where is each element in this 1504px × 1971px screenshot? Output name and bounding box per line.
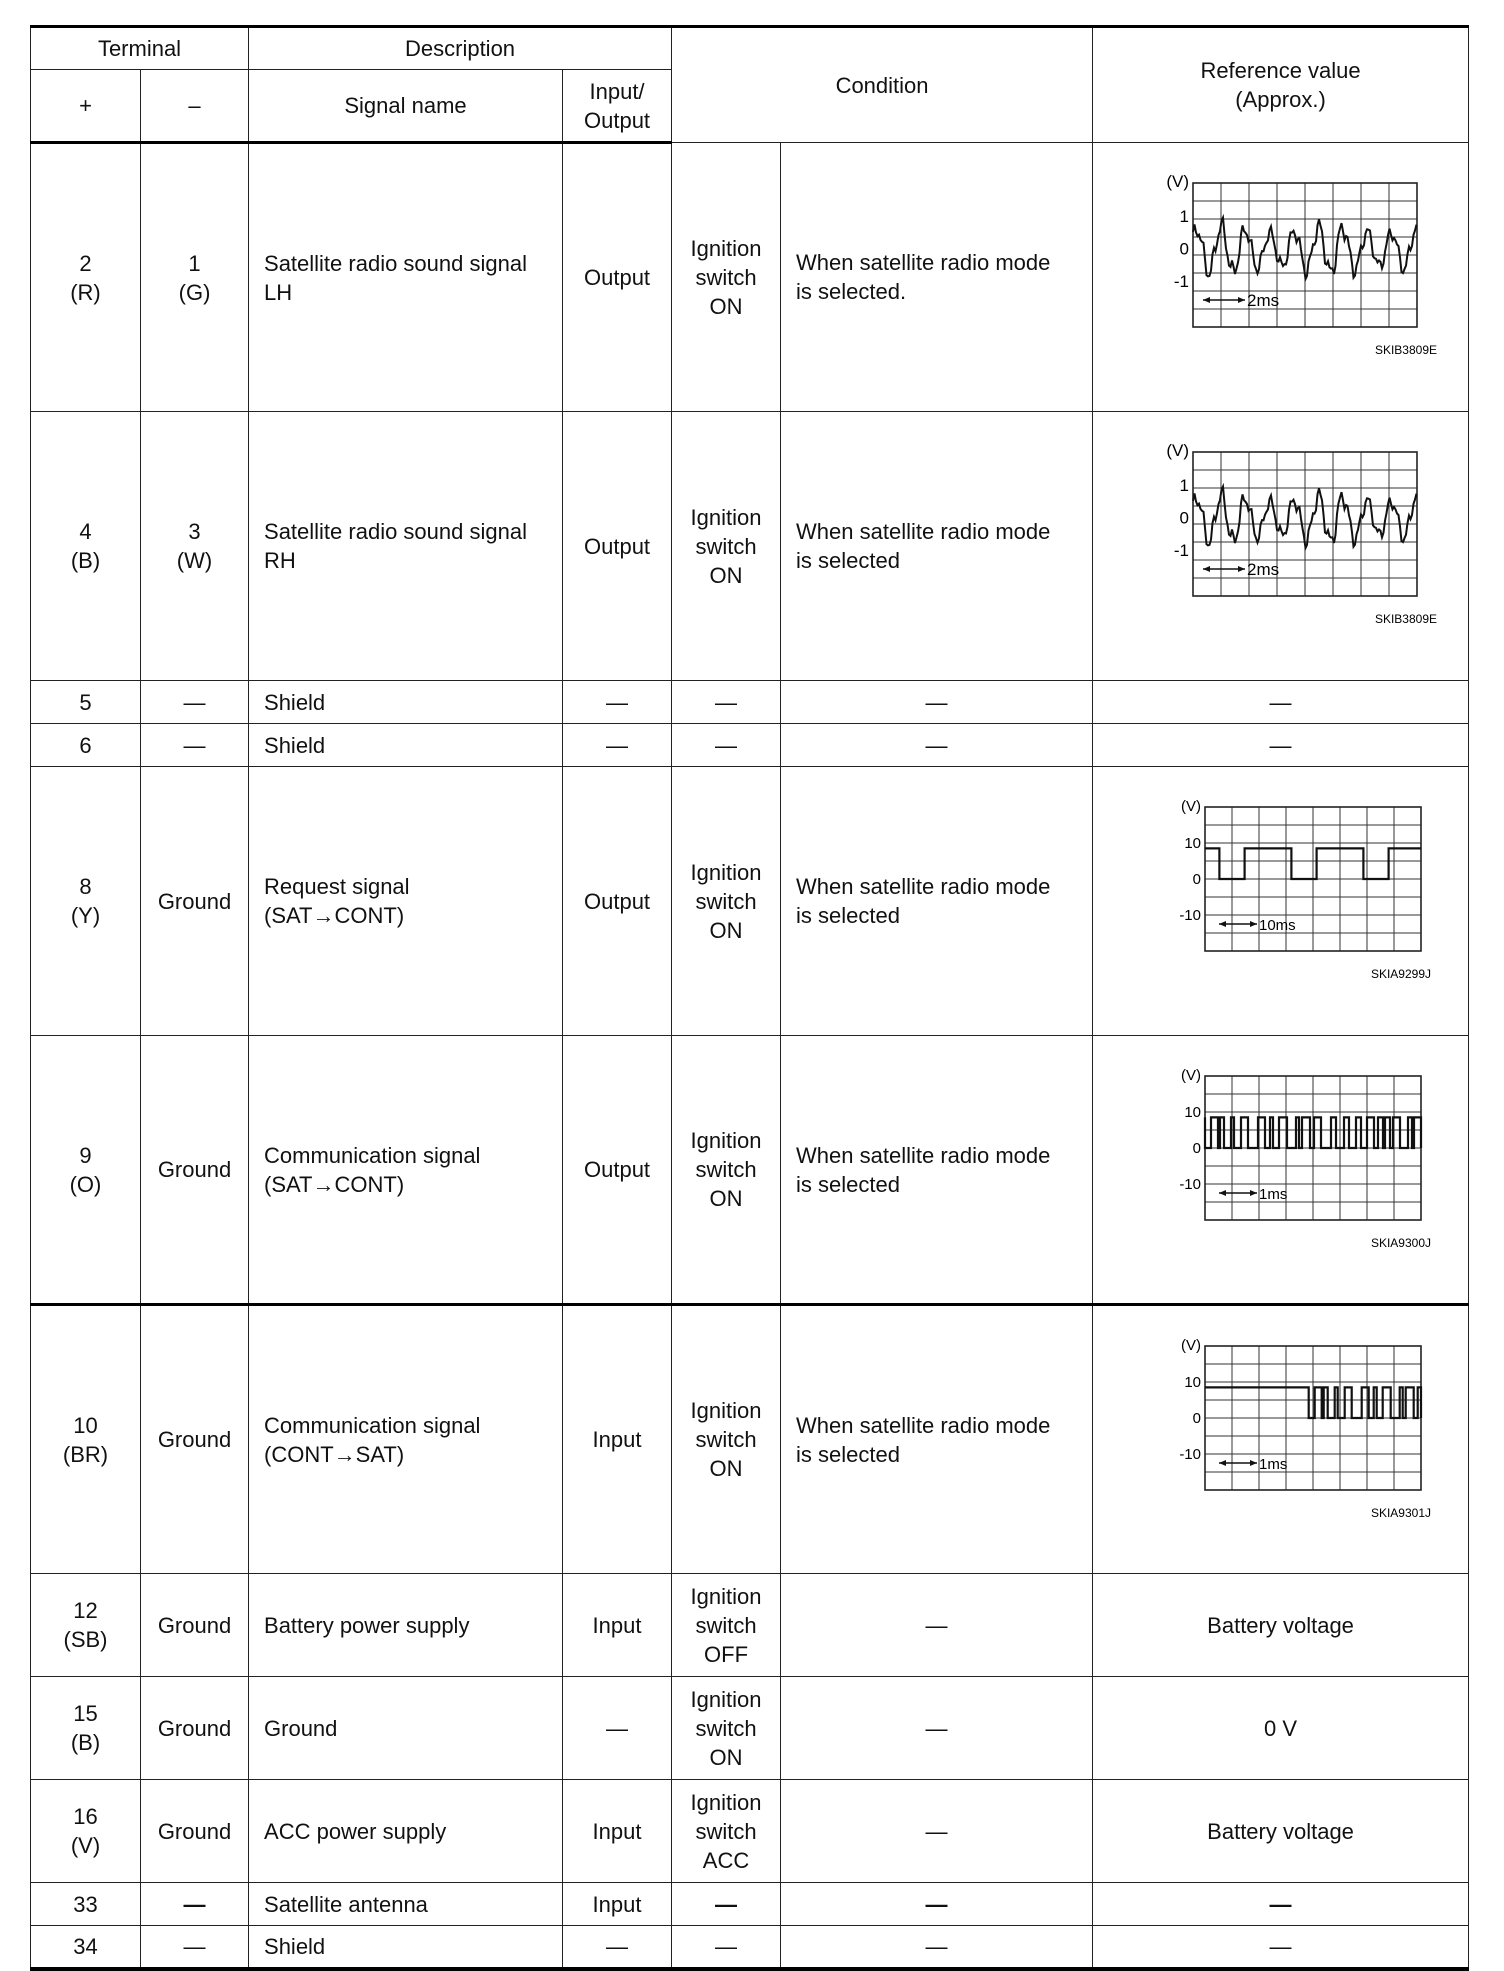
signal-name: Request signal (SAT→CONT) bbox=[249, 767, 563, 1036]
terminal-minus: Ground bbox=[141, 1036, 249, 1305]
y-tick-label: 0 bbox=[1192, 1139, 1201, 1157]
terminal-plus: 16 (V) bbox=[31, 1780, 141, 1883]
header-minus: – bbox=[141, 70, 249, 143]
terminal-plus: 10 (BR) bbox=[31, 1305, 141, 1574]
condition-switch: Ignition switch ON bbox=[672, 412, 781, 681]
header-input-output: Input/ Output bbox=[563, 70, 672, 143]
arrow-left-icon bbox=[1203, 297, 1210, 303]
y-tick-label: 1 bbox=[1179, 476, 1189, 496]
y-tick-label: -10 bbox=[1178, 1445, 1201, 1463]
condition-detail: When satellite radio mode is selected. bbox=[781, 143, 1093, 412]
time-scale-label: 1ms bbox=[1258, 1455, 1287, 1473]
terminal-minus: — bbox=[141, 724, 249, 767]
waveform-chart bbox=[1121, 428, 1441, 664]
condition-switch: Ignition switch ACC bbox=[672, 1780, 781, 1883]
terminal-plus: 9 (O) bbox=[31, 1036, 141, 1305]
signal-name: Ground bbox=[249, 1677, 563, 1780]
figure-code: SKIA9301J bbox=[1370, 1505, 1431, 1520]
condition-detail: When satellite radio mode is selected bbox=[781, 412, 1093, 681]
input-output: — bbox=[563, 1926, 672, 1969]
table-row bbox=[31, 412, 1469, 681]
reference-value bbox=[1093, 1305, 1469, 1574]
reference-value: — bbox=[1093, 1883, 1469, 1926]
condition-detail: — bbox=[781, 724, 1093, 767]
table-row bbox=[31, 1883, 1469, 1926]
y-tick-label: 10 bbox=[1183, 1373, 1201, 1391]
signal-name: Satellite antenna bbox=[249, 1883, 563, 1926]
reference-value bbox=[1093, 1036, 1469, 1305]
condition-switch: Ignition switch OFF bbox=[672, 1574, 781, 1677]
input-output: — bbox=[563, 681, 672, 724]
terminal-minus: — bbox=[141, 1926, 249, 1969]
y-tick-label: -1 bbox=[1173, 541, 1189, 560]
reference-value bbox=[1093, 767, 1469, 1036]
arrow-right-icon bbox=[1250, 921, 1257, 927]
terminal-plus: 6 bbox=[31, 724, 141, 767]
header-description: Description bbox=[249, 27, 672, 70]
reference-value: Battery voltage bbox=[1093, 1574, 1469, 1677]
y-tick-label: 0 bbox=[1179, 239, 1189, 259]
arrow-left-icon bbox=[1219, 921, 1226, 927]
y-tick-label: 0 bbox=[1192, 871, 1201, 888]
arrow-right-icon bbox=[1238, 297, 1245, 303]
condition-switch: Ignition switch ON bbox=[672, 143, 781, 412]
y-unit-label: (V) bbox=[1180, 798, 1201, 815]
condition-detail: When satellite radio mode is selected bbox=[781, 1036, 1093, 1305]
figure-code: SKIB3809E bbox=[1374, 612, 1437, 626]
y-tick-label: -10 bbox=[1178, 1175, 1201, 1193]
input-output: Input bbox=[563, 1883, 672, 1926]
waveform-chart bbox=[1121, 1052, 1441, 1288]
signal-name: ACC power supply bbox=[249, 1780, 563, 1883]
terminal-minus: — bbox=[141, 681, 249, 724]
signal-name: Communication signal (SAT→CONT) bbox=[249, 1036, 563, 1305]
time-scale-label: 10ms bbox=[1258, 917, 1296, 934]
table-row bbox=[31, 143, 1469, 412]
table-row bbox=[31, 1036, 1469, 1305]
input-output: — bbox=[563, 1677, 672, 1780]
terminal-plus: 33 bbox=[31, 1883, 141, 1926]
condition-switch: Ignition switch ON bbox=[672, 1036, 781, 1305]
signal-name: Shield bbox=[249, 1926, 563, 1969]
condition-switch: Ignition switch ON bbox=[672, 767, 781, 1036]
condition-switch: Ignition switch ON bbox=[672, 1677, 781, 1780]
input-output: Input bbox=[563, 1305, 672, 1574]
header-reference-value: Reference value (Approx.) bbox=[1093, 27, 1469, 143]
table-row bbox=[31, 1780, 1469, 1883]
arrow-left-icon bbox=[1203, 566, 1210, 572]
reference-value: Battery voltage bbox=[1093, 1780, 1469, 1883]
condition-switch: — bbox=[672, 1926, 781, 1969]
condition-switch: — bbox=[672, 681, 781, 724]
input-output: Output bbox=[563, 143, 672, 412]
table-row bbox=[31, 1677, 1469, 1780]
input-output: Output bbox=[563, 1036, 672, 1305]
condition-switch: — bbox=[672, 1883, 781, 1926]
reference-value: 0 V bbox=[1093, 1677, 1469, 1780]
condition-detail: — bbox=[781, 1926, 1093, 1969]
terminal-spec-table bbox=[30, 25, 1469, 1971]
figure-code: SKIB3809E bbox=[1374, 343, 1437, 357]
input-output: — bbox=[563, 724, 672, 767]
condition-detail: When satellite radio mode is selected bbox=[781, 1305, 1093, 1574]
reference-value bbox=[1093, 143, 1469, 412]
y-tick-label: 1 bbox=[1179, 207, 1189, 227]
terminal-minus: Ground bbox=[141, 1677, 249, 1780]
waveform-chart bbox=[1121, 159, 1441, 395]
terminal-minus: Ground bbox=[141, 1574, 249, 1677]
condition-detail: — bbox=[781, 1780, 1093, 1883]
condition-switch: — bbox=[672, 724, 781, 767]
terminal-plus: 12 (SB) bbox=[31, 1574, 141, 1677]
header-plus: + bbox=[31, 70, 141, 143]
signal-name: Satellite radio sound signal LH bbox=[249, 143, 563, 412]
y-tick-label: -10 bbox=[1178, 907, 1201, 924]
arrow-right-icon bbox=[1250, 1190, 1257, 1196]
arrow-right-icon bbox=[1250, 1460, 1257, 1466]
header-terminal: Terminal bbox=[31, 27, 249, 70]
reference-value: — bbox=[1093, 724, 1469, 767]
reference-value bbox=[1093, 412, 1469, 681]
terminal-plus: 34 bbox=[31, 1926, 141, 1969]
input-output: Input bbox=[563, 1780, 672, 1883]
figure-code: SKIA9299J bbox=[1370, 967, 1431, 981]
condition-detail: — bbox=[781, 1677, 1093, 1780]
table-row bbox=[31, 1574, 1469, 1677]
table-row bbox=[31, 724, 1469, 767]
y-unit-label: (V) bbox=[1180, 1066, 1201, 1084]
terminal-minus: 1 (G) bbox=[141, 143, 249, 412]
terminal-minus: Ground bbox=[141, 1780, 249, 1883]
terminal-plus: 5 bbox=[31, 681, 141, 724]
figure-code: SKIA9300J bbox=[1370, 1235, 1431, 1250]
reference-value: — bbox=[1093, 681, 1469, 724]
table-row bbox=[31, 1305, 1469, 1574]
terminal-minus: Ground bbox=[141, 767, 249, 1036]
terminal-plus: 8 (Y) bbox=[31, 767, 141, 1036]
table-row bbox=[31, 1926, 1469, 1969]
arrow-left-icon bbox=[1219, 1460, 1226, 1466]
y-unit-label: (V) bbox=[1180, 1336, 1201, 1354]
table-row bbox=[31, 767, 1469, 1036]
condition-detail: — bbox=[781, 1883, 1093, 1926]
terminal-minus: 3 (W) bbox=[141, 412, 249, 681]
time-scale-label: 2ms bbox=[1246, 291, 1279, 310]
terminal-minus: Ground bbox=[141, 1305, 249, 1574]
y-unit-label: (V) bbox=[1165, 172, 1189, 191]
y-tick-label: -1 bbox=[1173, 272, 1189, 291]
arrow-right-icon bbox=[1238, 566, 1245, 572]
signal-name: Battery power supply bbox=[249, 1574, 563, 1677]
condition-switch: Ignition switch ON bbox=[672, 1305, 781, 1574]
waveform-chart bbox=[1121, 783, 1441, 1019]
y-tick-label: 10 bbox=[1183, 1103, 1201, 1121]
terminal-plus: 2 (R) bbox=[31, 143, 141, 412]
signal-name: Shield bbox=[249, 681, 563, 724]
waveform-chart bbox=[1121, 1322, 1441, 1558]
input-output: Output bbox=[563, 767, 672, 1036]
time-scale-label: 1ms bbox=[1258, 1185, 1287, 1203]
signal-name: Communication signal (CONT→SAT) bbox=[249, 1305, 563, 1574]
header-condition: Condition bbox=[672, 27, 1093, 143]
arrow-left-icon bbox=[1219, 1190, 1226, 1196]
terminal-minus: — bbox=[141, 1883, 249, 1926]
input-output: Output bbox=[563, 412, 672, 681]
header-signal-name: Signal name bbox=[249, 70, 563, 143]
input-output: Input bbox=[563, 1574, 672, 1677]
reference-value: — bbox=[1093, 1926, 1469, 1969]
table-row bbox=[31, 681, 1469, 724]
condition-detail: When satellite radio mode is selected bbox=[781, 767, 1093, 1036]
signal-name: Satellite radio sound signal RH bbox=[249, 412, 563, 681]
terminal-plus: 15 (B) bbox=[31, 1677, 141, 1780]
signal-name: Shield bbox=[249, 724, 563, 767]
time-scale-label: 2ms bbox=[1246, 560, 1279, 579]
condition-detail: — bbox=[781, 681, 1093, 724]
y-tick-label: 0 bbox=[1179, 508, 1189, 528]
terminal-plus: 4 (B) bbox=[31, 412, 141, 681]
signal-trace bbox=[1205, 1117, 1421, 1148]
y-unit-label: (V) bbox=[1165, 441, 1189, 460]
condition-detail: — bbox=[781, 1574, 1093, 1677]
y-tick-label: 10 bbox=[1183, 835, 1201, 852]
y-tick-label: 0 bbox=[1192, 1409, 1201, 1427]
